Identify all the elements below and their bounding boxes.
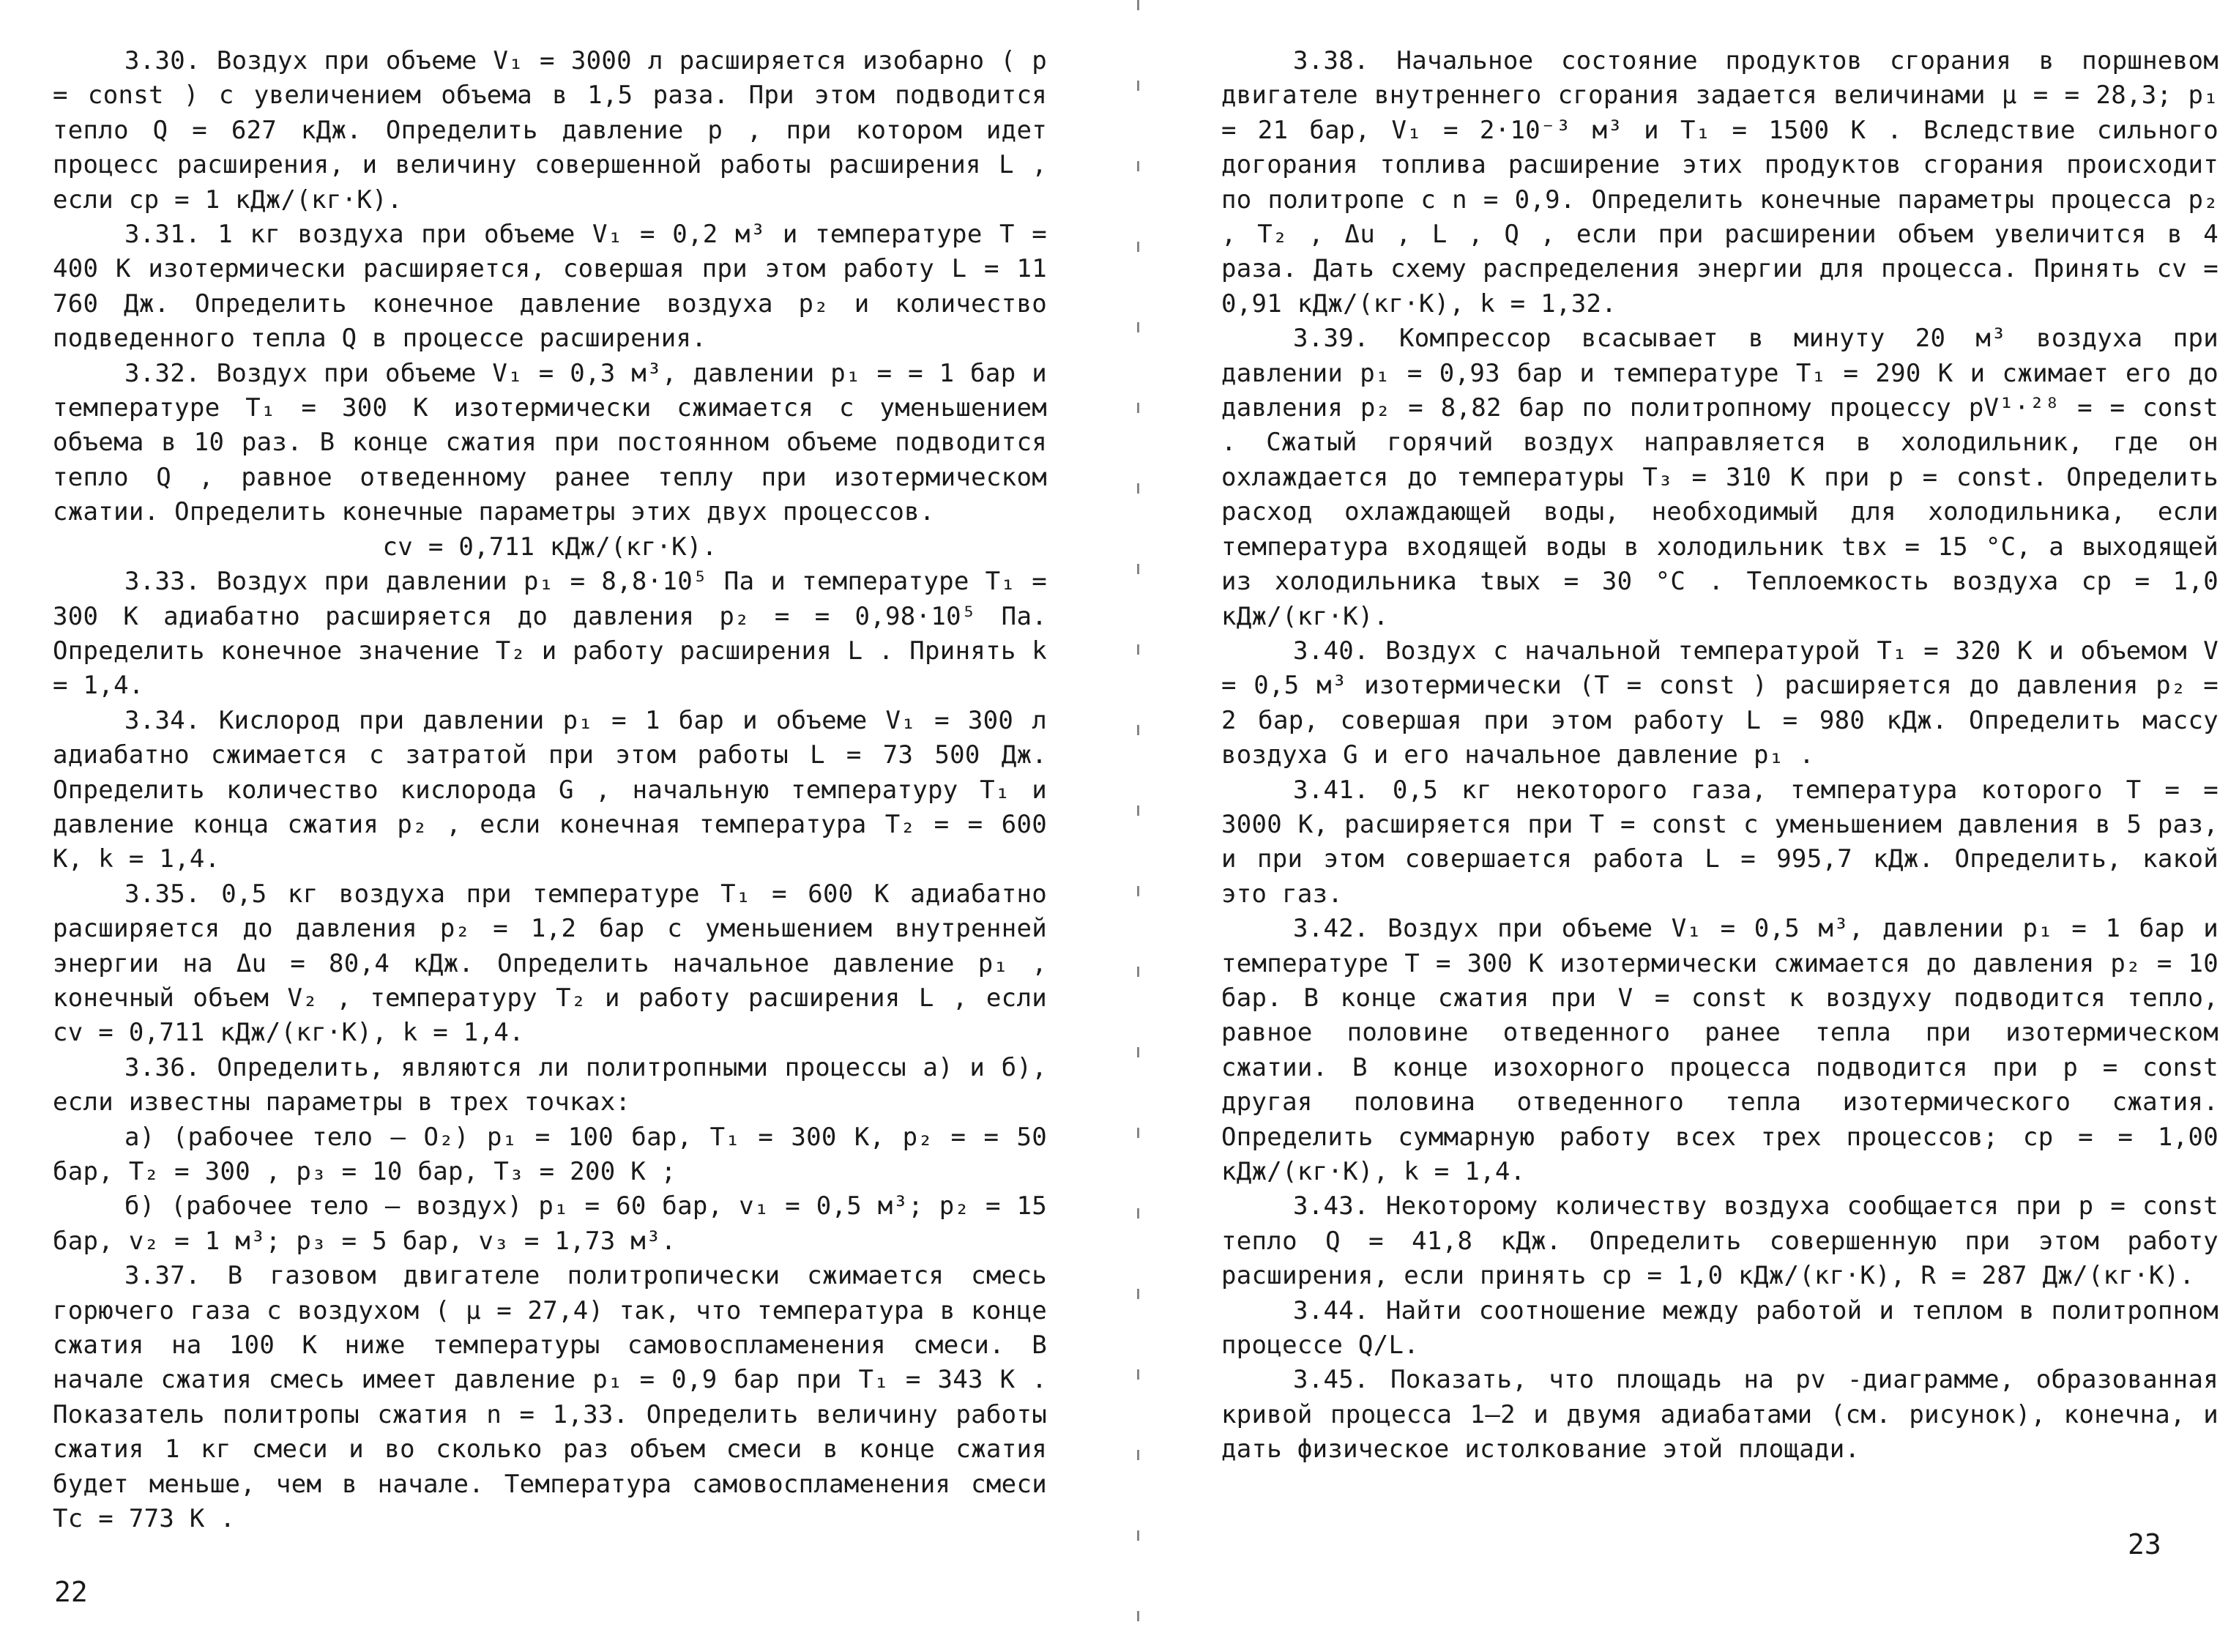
problem-3-41: 3.41. 0,5 кг некоторого газа, температура которого T = = 3000 К, расширяется при T = const с уменьшением давления в 5 раз, и при этом совершается работа L = 995,7 кДж. Определить, какой это газ.: [1221, 775, 2218, 909]
problem-3-43: 3.43. Некоторому количеству воздуха сообщается при p = const тепло Q = 41,8 кДж. Определить совершенную при этом работу расширения, если принять cp = 1,0 кДж/(кг·К), R = 287 Дж/(кг·К).: [1221, 1191, 2218, 1291]
problem-3-45: 3.45. Показать, что площадь на pv -диаграмме, образованная кривой процесса 1–2 и двумя адиабатами (см. рисунок), конечна, и дать физическое истолкование этой площади.: [1221, 1365, 2218, 1465]
problem-3-44: 3.44. Найти соотношение между работой и теплом в политропном процессе Q/L.: [1221, 1295, 2218, 1361]
page-number-right: 23: [2128, 1528, 2161, 1560]
problem-3-36-case-a: а) (рабочее тело – O₂) p₁ = 100 бар, T₁ = 300 К, p₂ = = 50 бар, T₂ = 300 , p₃ = 10 бар, T₃ = 200 K ;: [53, 1122, 1047, 1186]
problem-3-32: 3.32. Воздух при объеме V₁ = 0,3 м³, давлении p₁ = = 1 бар и температуре T₁ = 300 К изотермически сжимается с уменьшением объема в 10 раз. В конце сжатия при постоянном объеме подводится тепло Q , равное отведенному ранее теплу при изотермическом сжатии. Определить конечные параметры этих двух процессов.: [53, 358, 1047, 527]
problem-3-31: 3.31. 1 кг воздуха при объеме V₁ = 0,2 м³ и температуре T = 400 К изотермически расширяется, совершая при этом работу L = 11 760 Дж. Определить конечное давление воздуха p₂ и количество подведенного тепла Q в процессе расширения.: [53, 220, 1047, 354]
problem-3-42: 3.42. Воздух при объеме V₁ = 0,5 м³, давлении p₁ = 1 бар и температуре T = 300 К изотермически сжимается до давления p₂ = 10 бар. В конце сжатия при V = const к воздуху подводится тепло, равное половине отведенного ранее тепла при изотермическом сжатии. В конце изохорного процесса подводится при p = const другая половина отведенного тепла изотермического сжатия. Определить суммарную работу всех трех процессов; cp = = 1,00 кДж/(кг·К), k = 1,4.: [1221, 914, 2218, 1186]
left-page: [53, 44, 1047, 1536]
problem-3-33: 3.33. Воздух при давлении p₁ = 8,8·10⁵ Па и температуре T₁ = 300 К адиабатно расширяется до давления p₂ = = 0,98·10⁵ Па. Определить конечное значение T₂ и работу расширения L . Принять k = 1,4.: [53, 567, 1047, 701]
problem-3-37: 3.37. В газовом двигателе политропически сжимается смесь горючего газа с воздухом ( μ = 27,4) так, что температура в конце сжатия на 100 К ниже температуры самовоспламенения смеси. В начале сжатия смесь имеет давление p₁ = 0,9 бар при T₁ = 343 K . Показатель политропы сжатия n = 1,33. Определить величину работы сжатия 1 кг смеси и во сколько раз объем смеси в конце сжатия будет меньше, чем в начале. Температура самовоспламенения смеси Tc = 773 K .: [53, 1261, 1047, 1534]
problem-3-35: 3.35. 0,5 кг воздуха при температуре T₁ = 600 K адиабатно расширяется до давления p₂ = 1,2 бар с уменьшением внутренней энергии на Δu = 80,4 кДж. Определить начальное давление p₁ , конечный объем V₂ , температуру T₂ и работу расширения L , если cv = 0,711 кДж/(кг·К), k = 1,4.: [53, 879, 1047, 1048]
problem-3-34: 3.34. Кислород при давлении p₁ = 1 бар и объеме V₁ = 300 л адиабатно сжимается с затратой при этом работы L = 73 500 Дж. Определить количество кислорода G , начальную температуру T₁ и давление конца сжатия p₂ , если конечная температура T₂ = = 600 К, k = 1,4.: [53, 705, 1047, 874]
problem-3-30: 3.30. Воздух при объеме V₁ = 3000 л расширяется изобарно ( p = const ) с увеличением объема в 1,5 раза. При этом подводится тепло Q = 627 кДж. Определить давление p , при котором идет процесс расширения, и величину совершенной работы расширения L , если cp = 1 кДж/(кг·К).: [53, 46, 1047, 215]
right-page: [1221, 44, 2218, 1467]
problem-3-36: 3.36. Определить, являются ли политропными процессы а) и б), если известны параметры в трех точках:: [53, 1052, 1047, 1117]
problem-3-39: 3.39. Компрессор всасывает в минуту 20 м³ воздуха при давлении p₁ = 0,93 бар и температуре T₁ = 290 К и сжимает его до давления p₂ = 8,82 бар по политропному процессу pV¹·²⁸ = = const . Сжатый горячий воздух направляется в холодильник, где он охлаждается до температуры T₃ = 310 K при p = const. Определить расход охлаждающей воды, необходимый для холодильника, если температура входящей воды в холодильник tвх = 15 °С, а выходящей из холодильника tвых = 30 °С . Теплоемкость воздуха cp = 1,0 кДж/(кг·К).: [1221, 324, 2218, 631]
problem-3-38: 3.38. Начальное состояние продуктов сгорания в поршневом двигателе внутреннего сгорания задается величинами μ = = 28,3; p₁ = 21 бар, V₁ = 2·10⁻³ м³ и T₁ = 1500 K . Вследствие сильного догорания топлива расширение этих продуктов сгорания происходит по политропе с n = 0,9. Определить конечные параметры процесса p₂ , T₂ , Δu , L , Q , если при расширении объем увеличится в 4 раза. Дать схему распределения энергии для процесса. Принять cv = 0,91 кДж/(кг·К), k = 1,32.: [1221, 46, 2218, 319]
problem-3-36-case-b: б) (рабочее тело – воздух) p₁ = 60 бар, v₁ = 0,5 м³; p₂ = 15 бар, v₂ = 1 м³; p₃ = 5 бар, v₃ = 1,73 м³.: [53, 1191, 1047, 1256]
problem-3-40: 3.40. Воздух с начальной температурой T₁ = 320 K и объемом V = 0,5 м³ изотермически (T = const ) расширяется до давления p₂ = 2 бар, совершая при этом работу L = 980 кДж. Определить массу воздуха G и его начальное давление p₁ .: [1221, 636, 2218, 770]
page-number-left: 22: [54, 1576, 88, 1608]
formula-cv: cv = 0,711 кДж/(кг·К).: [382, 532, 718, 562]
book-spine-divider: [1137, 0, 1139, 1652]
